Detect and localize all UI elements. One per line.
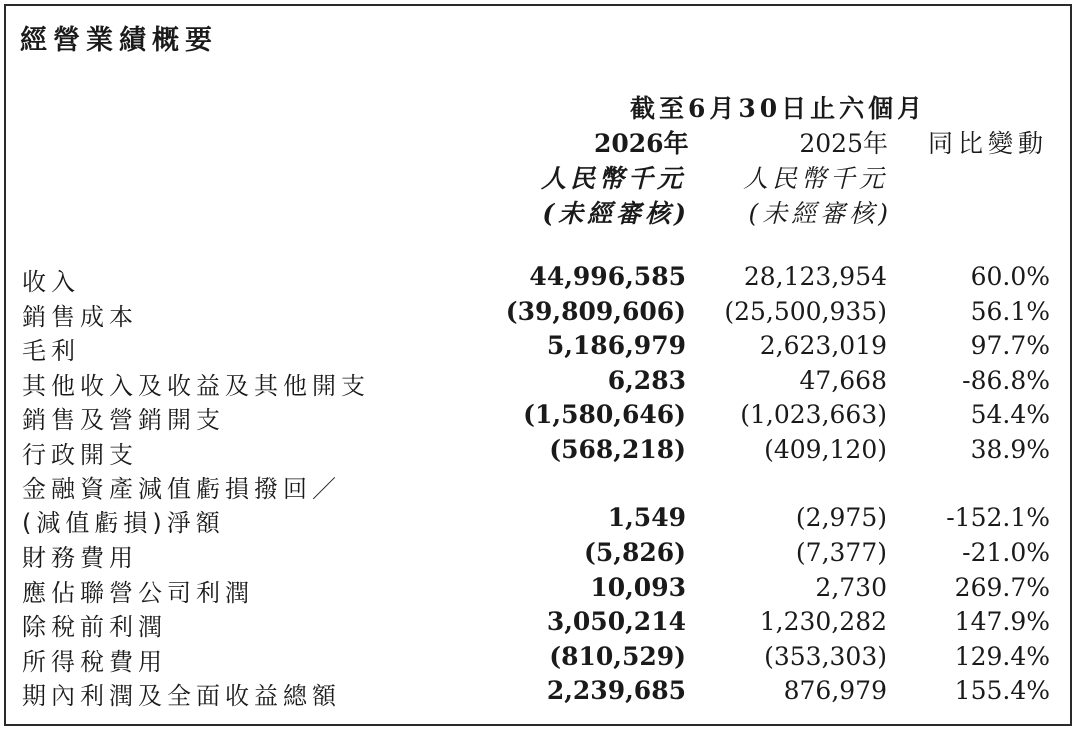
row-label: 毛利 <box>22 337 80 365</box>
value-current: 5,186,979 <box>546 331 686 360</box>
value-current: (39,809,606) <box>505 296 686 326</box>
value-prior: (353,303) <box>764 641 887 671</box>
value-change: 54.4% <box>970 400 1050 429</box>
unit-prior-header: 人民幣千元 <box>742 164 888 193</box>
page-title: 經營業績概要 <box>20 25 218 56</box>
value-prior: (409,120) <box>764 434 887 464</box>
value-prior: 1,230,282 <box>759 607 887 636</box>
value-prior: 47,668 <box>799 365 887 395</box>
unit-current-header: 人民幣千元 <box>540 164 686 193</box>
value-change: -21.0% <box>962 538 1050 567</box>
value-prior: (2,975) <box>795 503 887 532</box>
value-prior: 876,979 <box>783 676 887 705</box>
value-current: 3,050,214 <box>546 607 686 636</box>
table-row <box>0 400 1080 434</box>
row-label: 銷售及營銷開支 <box>22 406 225 434</box>
value-current: 44,996,585 <box>529 262 686 291</box>
table-row <box>0 538 1080 572</box>
table-row <box>0 676 1080 710</box>
value-change: -86.8% <box>962 365 1050 395</box>
row-label: 銷售成本 <box>22 302 138 331</box>
audit-prior-header: (未經審核) <box>748 199 892 228</box>
audit-current-header: (未經審核) <box>542 199 690 228</box>
row-label: 所得稅費用 <box>22 647 167 676</box>
value-prior: 28,123,954 <box>743 262 887 291</box>
value-change: 97.7% <box>970 331 1050 360</box>
value-change: 38.9% <box>970 434 1050 464</box>
value-current: 1,549 <box>607 503 686 532</box>
year-current-header: 2026年 <box>594 129 689 158</box>
table-row <box>0 607 1080 641</box>
table-row <box>0 262 1080 296</box>
value-change: 147.9% <box>954 607 1050 636</box>
row-label: 期內利潤及全面收益總額 <box>22 682 341 710</box>
row-label: 其他收入及收益及其他開支 <box>22 371 370 400</box>
table-row <box>0 435 1080 469</box>
row-label: 收入 <box>22 268 80 296</box>
value-prior: (25,500,935) <box>724 296 887 326</box>
value-change: -152.1% <box>946 503 1050 532</box>
row-label-continued: (減值虧損)淨額 <box>22 509 225 537</box>
row-label: 除稅前利潤 <box>22 613 167 641</box>
value-change: 56.1% <box>970 296 1050 326</box>
value-current: 6,283 <box>607 365 686 395</box>
year-prior-header: 2025年 <box>799 129 888 158</box>
value-prior: (7,377) <box>795 538 887 567</box>
value-change: 60.0% <box>970 262 1050 291</box>
period-header: 截至6月30日止六個月 <box>630 94 927 123</box>
value-prior: 2,623,019 <box>759 331 887 360</box>
table-row <box>0 469 1080 538</box>
value-change: 155.4% <box>954 676 1050 705</box>
row-label: 金融資產減值虧損撥回／ <box>22 475 341 503</box>
yoy-change-header: 同比變動 <box>928 129 1049 158</box>
value-current: 10,093 <box>590 572 686 602</box>
value-current: (810,529) <box>549 641 686 671</box>
table-row <box>0 573 1080 607</box>
row-label: 行政開支 <box>22 440 138 469</box>
table-row <box>0 642 1080 676</box>
value-prior: (1,023,663) <box>740 400 887 429</box>
value-prior: 2,730 <box>815 572 887 602</box>
row-label: 財務費用 <box>22 544 138 572</box>
value-change: 129.4% <box>954 641 1050 671</box>
row-label: 應佔聯營公司利潤 <box>22 578 254 607</box>
value-change: 269.7% <box>954 572 1050 602</box>
value-current: (1,580,646) <box>523 400 686 429</box>
table-row <box>0 366 1080 400</box>
table-row <box>0 297 1080 331</box>
value-current: (568,218) <box>549 434 686 464</box>
value-current: (5,826) <box>584 538 686 567</box>
value-current: 2,239,685 <box>546 676 686 705</box>
table-row <box>0 331 1080 365</box>
